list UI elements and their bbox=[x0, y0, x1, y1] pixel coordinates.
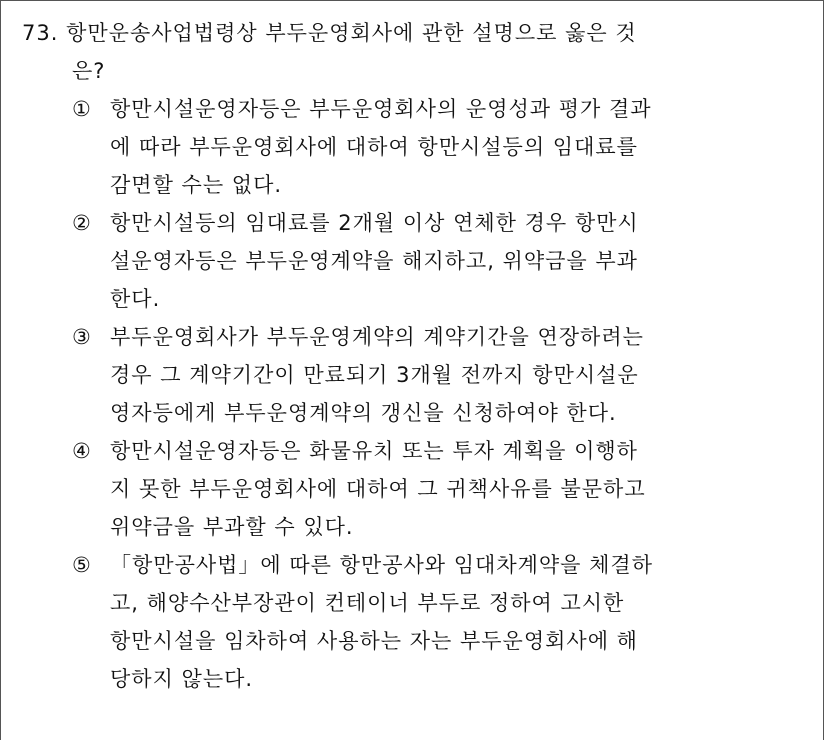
question-stem-line bbox=[0, 52, 826, 90]
option-line bbox=[0, 356, 826, 394]
option-text: 경우 그 계약기간이 만료되기 3개월 전까지 항만시설운 bbox=[110, 363, 639, 387]
answer-option-4[interactable] bbox=[0, 432, 826, 546]
answer-options bbox=[0, 90, 826, 698]
option-marker: ⑤ bbox=[72, 553, 92, 577]
option-line bbox=[0, 166, 826, 204]
question-number: 73. bbox=[22, 21, 59, 45]
option-text: 항만시설운영자등은 부두운영회사의 운영성과 평가 결과 bbox=[110, 97, 652, 121]
option-text: 설운영자등은 부두운영계약을 해지하고, 위약금을 부과 bbox=[110, 249, 638, 273]
option-text: 부두운영회사가 부두운영계약의 계약기간을 연장하려는 bbox=[110, 325, 644, 349]
option-text: 에 따라 부두운영회사에 대하여 항만시설등의 임대료를 bbox=[110, 135, 638, 159]
option-text: 영자등에게 부두운영계약의 갱신을 신청하여야 한다. bbox=[110, 401, 617, 425]
option-text: 위약금을 부과할 수 있다. bbox=[110, 515, 354, 539]
option-text: 한다. bbox=[110, 287, 161, 311]
option-line bbox=[0, 204, 826, 242]
question-text: 은? bbox=[72, 59, 106, 83]
question-text: 항만운송사업법령상 부두운영회사에 관한 설명으로 옳은 것 bbox=[66, 21, 637, 45]
option-line bbox=[0, 242, 826, 280]
answer-option-1[interactable] bbox=[0, 90, 826, 204]
option-text: 항만시설등의 임대료를 2개월 이상 연체한 경우 항만시 bbox=[110, 211, 639, 235]
option-line bbox=[0, 394, 826, 432]
option-text: 감면할 수는 없다. bbox=[110, 173, 283, 197]
option-line bbox=[0, 622, 826, 660]
option-line bbox=[0, 660, 826, 698]
option-line bbox=[0, 90, 826, 128]
option-text: 고, 해양수산부장관이 컨테이너 부두로 정하여 고시한 bbox=[110, 591, 625, 615]
option-line bbox=[0, 584, 826, 622]
option-line bbox=[0, 318, 826, 356]
option-line bbox=[0, 280, 826, 318]
option-line bbox=[0, 546, 826, 584]
option-marker: ① bbox=[72, 97, 92, 121]
option-line bbox=[0, 470, 826, 508]
option-text: 당하지 않는다. bbox=[110, 667, 254, 691]
option-line bbox=[0, 128, 826, 166]
option-text: 항만시설을 임차하여 사용하는 자는 부두운영회사에 해 bbox=[110, 629, 638, 653]
option-line bbox=[0, 432, 826, 470]
question-stem-line bbox=[0, 14, 826, 52]
option-text: 항만시설운영자등은 화물유치 또는 투자 계획을 이행하 bbox=[110, 439, 638, 463]
option-marker: ④ bbox=[72, 439, 92, 463]
option-text: 지 못한 부두운영회사에 대하여 그 귀책사유를 불문하고 bbox=[110, 477, 646, 501]
option-text: 「항만공사법」에 따른 항만공사와 임대차계약을 체결하 bbox=[110, 553, 653, 577]
option-line bbox=[0, 508, 826, 546]
answer-option-2[interactable] bbox=[0, 204, 826, 318]
answer-option-5[interactable] bbox=[0, 546, 826, 698]
option-marker: ③ bbox=[72, 325, 92, 349]
answer-option-3[interactable] bbox=[0, 318, 826, 432]
option-marker: ② bbox=[72, 211, 92, 235]
exam-question bbox=[0, 14, 826, 698]
